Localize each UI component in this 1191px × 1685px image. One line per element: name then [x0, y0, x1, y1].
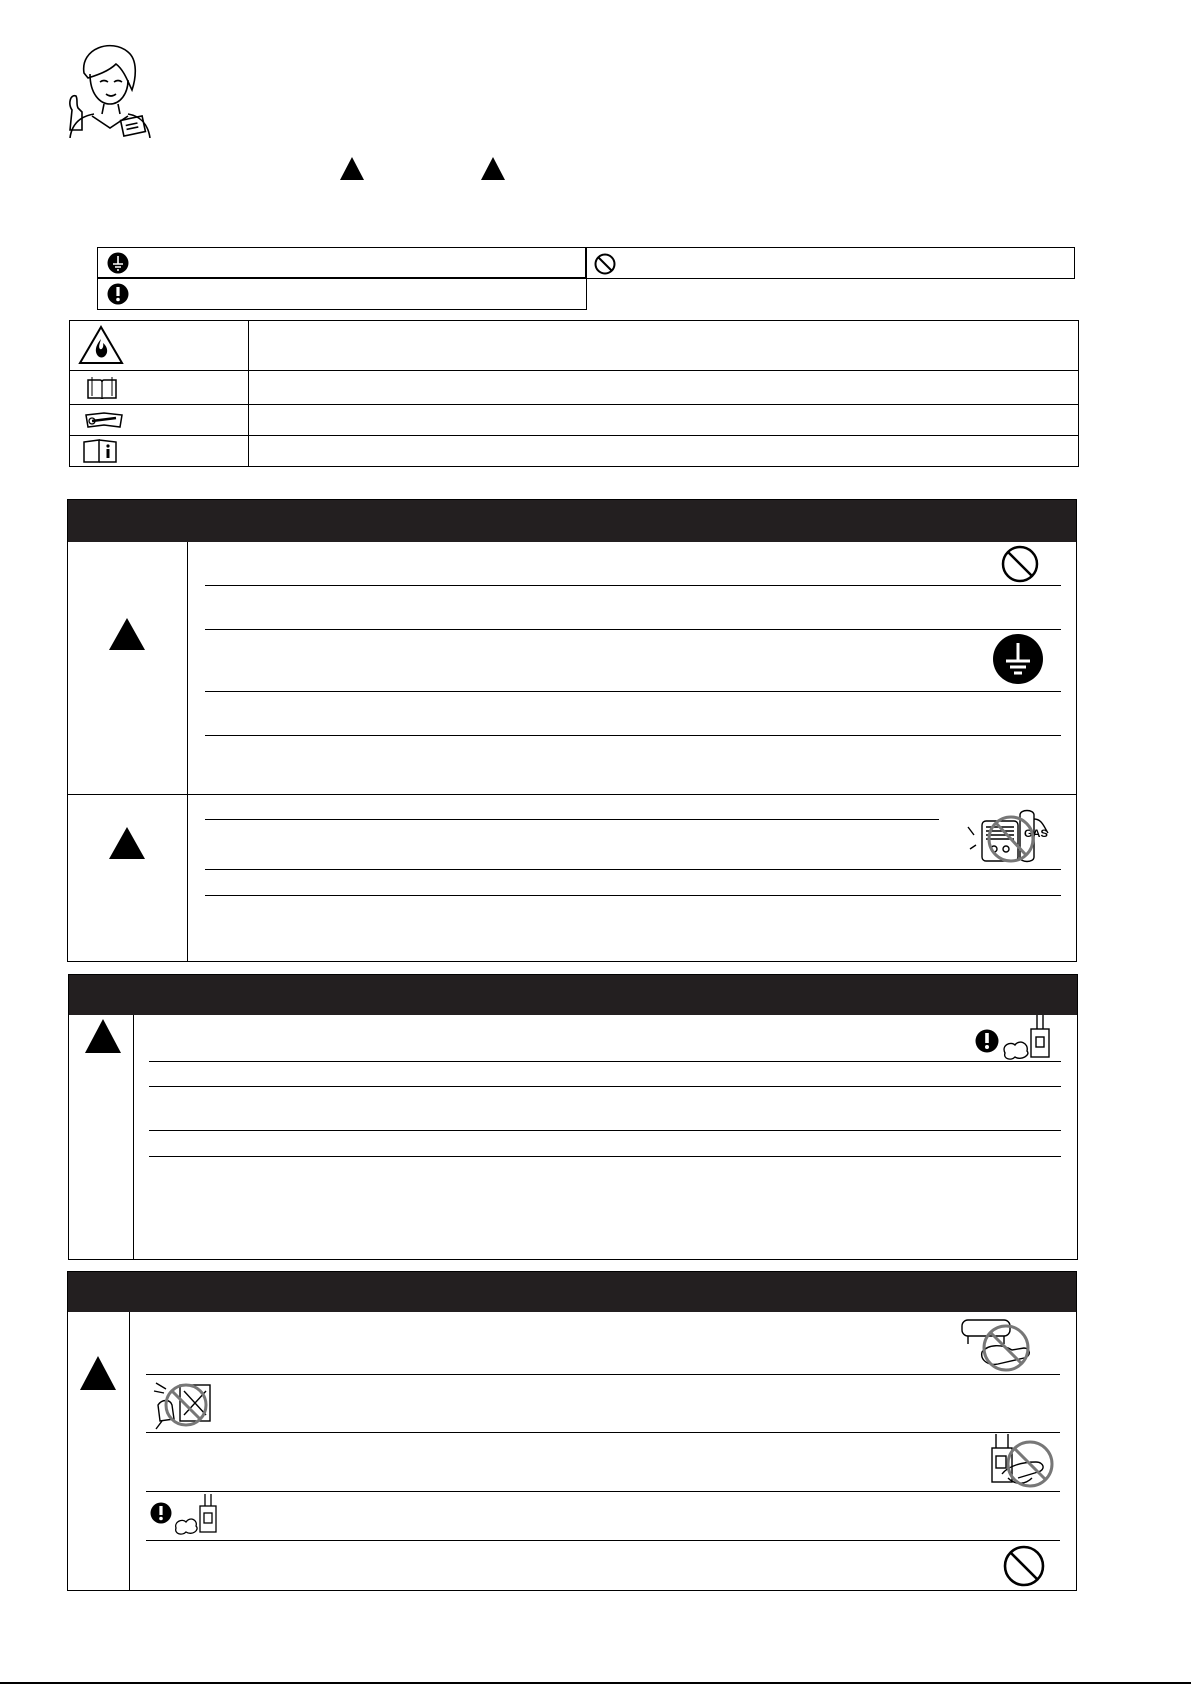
no-gas-near-unit-illustration	[964, 805, 1064, 871]
section-header-bar	[69, 975, 1077, 1015]
warning-triangle-icon	[80, 1356, 116, 1390]
maintenance-warnings-section	[67, 1271, 1077, 1591]
info-manual-icon	[82, 438, 118, 464]
installation-warnings-section	[67, 499, 1077, 962]
mandatory-icon	[107, 283, 129, 305]
ground-icon	[992, 633, 1044, 685]
no-hands-near-outlet-illustration	[958, 1314, 1048, 1372]
no-spray-on-unit-illustration	[148, 1375, 222, 1433]
prohibited-icon	[1002, 1544, 1046, 1588]
breaker-off-illustration	[174, 1494, 228, 1536]
symbol-legend	[97, 247, 1075, 312]
breaker-off-illustration	[1001, 1015, 1061, 1061]
warning-triangle-icon	[340, 157, 364, 180]
warning-triangle-icon	[85, 1019, 121, 1053]
operation-warnings-section	[68, 974, 1078, 1260]
mandatory-icon	[975, 1029, 999, 1053]
ground-icon	[107, 252, 129, 274]
prohibited-icon	[594, 253, 616, 275]
symbol-table	[69, 320, 1079, 467]
prohibited-icon	[1000, 544, 1040, 584]
warning-triangle-icon	[109, 827, 145, 859]
page-bottom-rule	[0, 1682, 1191, 1684]
section-header-bar	[68, 1272, 1076, 1312]
woman-mascot-illustration	[62, 38, 157, 138]
service-manual-icon	[82, 409, 126, 431]
flammable-warning-icon	[78, 325, 124, 365]
warning-triangle-icon	[109, 618, 145, 650]
section-header-bar	[68, 500, 1076, 542]
svg-text:GAS: GAS	[1024, 828, 1048, 840]
manual-book-icon	[86, 376, 118, 400]
warning-triangle-icon	[481, 157, 505, 180]
no-touch-breaker-illustration	[982, 1434, 1062, 1492]
mandatory-icon	[150, 1502, 172, 1524]
